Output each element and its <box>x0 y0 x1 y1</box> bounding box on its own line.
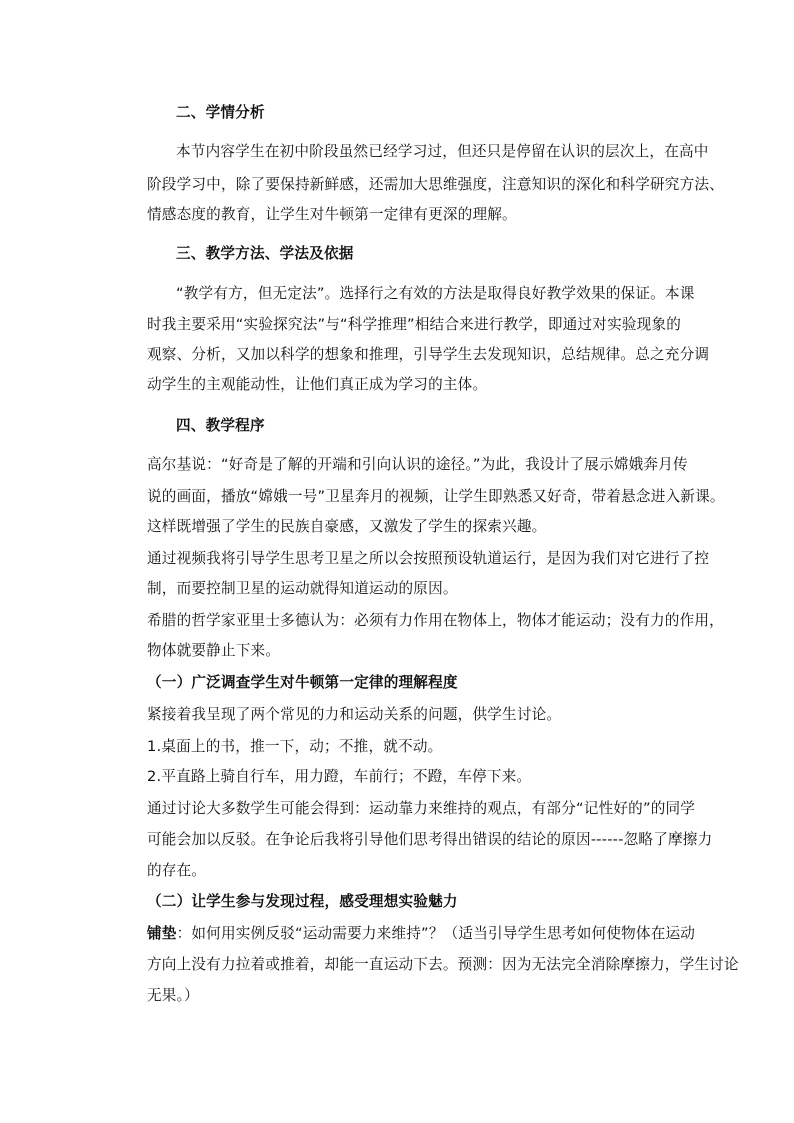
paragraph-line: 观察、分析，又加以科学的想象和推理，引导学生去发现知识，总结规律。总之充分调 <box>147 346 710 363</box>
paragraph-line: 紧接着我呈现了两个常见的力和运动关系的问题，供学生讨论。 <box>147 706 562 723</box>
paragraph-line: 阶段学习中，除了要保持新鲜感，还需加大思维强度，注意知识的深化和科学研究方法、 <box>147 176 724 193</box>
paragraph-line: 无果。） <box>147 987 199 1004</box>
bold-lead-text: 铺垫 <box>147 925 177 942</box>
paragraph-line: 这样既增强了学生的民族自豪感，又激发了学生的探索兴趣。 <box>147 518 547 535</box>
paragraph-line: 时我主要采用“实验探究法”与“科学推理”相结合来进行教学，即通过对实验现象的 <box>147 316 682 333</box>
list-item: 2.平直路上骑自行车，用力蹬，车前行；不蹬，车停下来。 <box>147 768 532 785</box>
paragraph-line: 物体就要静止下来。 <box>147 642 281 659</box>
list-item: 1.桌面上的书，推一下，动；不推，就不动。 <box>147 738 443 755</box>
paragraph-line: 通过讨论大多数学生可能会得到：运动靠力来维持的观点，有部分“记性好的”的同学 <box>147 800 696 817</box>
subsection-heading-survey: （一）广泛调查学生对牛顿第一定律的理解程度 <box>147 674 458 691</box>
paragraph-line: 制，而要控制卫星的运动就得知道运动的原因。 <box>147 580 458 597</box>
paragraph-line: 方向上没有力拉着或推着，却能一直运动下去。预测：因为无法完全消除摩擦力，学生讨论 <box>147 956 739 973</box>
paragraph-line: 动学生的主观能动性，让他们真正成为学习的主体。 <box>147 376 488 393</box>
paragraph-line: 希腊的哲学家亚里士多德认为：必须有力作用在物体上，物体才能运动；没有力的作用， <box>147 612 724 629</box>
section-heading-teaching-procedure: 四、教学程序 <box>176 417 265 434</box>
paragraph-line: 本节内容学生在初中阶段虽然已经学习过，但还只是停留在认识的层次上，在高中 <box>176 143 709 160</box>
section-heading-learning-analysis: 二、学情分析 <box>176 104 265 121</box>
subsection-heading-ideal-experiment: （二）让学生参与发现过程，感受理想实验魅力 <box>147 893 458 910</box>
paragraph-line: “教学有方，但无定法”。选择行之有效的方法是取得良好教学效果的保证。本课 <box>176 285 695 302</box>
paragraph-line: 通过视频我将引导学生思考卫星之所以会按照预设轨道运行，是因为我们对它进行了控 <box>147 550 710 567</box>
section-heading-teaching-methods: 三、教学方法、学法及依据 <box>176 245 354 262</box>
paragraph-text: ：如何用实例反驳“运动需要力来维持”？（适当引导学生思考如何使物体在运动 <box>176 925 696 942</box>
paragraph-line <box>147 924 696 944</box>
paragraph-line: 的存在。 <box>147 862 207 879</box>
paragraph-line: 高尔基说：“好奇是了解的开端和引向认识的途径。”为此，我设计了展示嫦娥奔月传 <box>147 456 688 473</box>
paragraph-line: 情感态度的教育，让学生对牛顿第一定律有更深的理解。 <box>147 206 517 223</box>
paragraph-line: 说的画面，播放“嫦娥一号”卫星奔月的视频，让学生即熟悉又好奇，带着悬念进入新课。 <box>147 488 725 505</box>
paragraph-line: 可能会加以反驳。在争论后我将引导他们思考得出错误的结论的原因------忽略了摩擦力 <box>147 831 713 848</box>
